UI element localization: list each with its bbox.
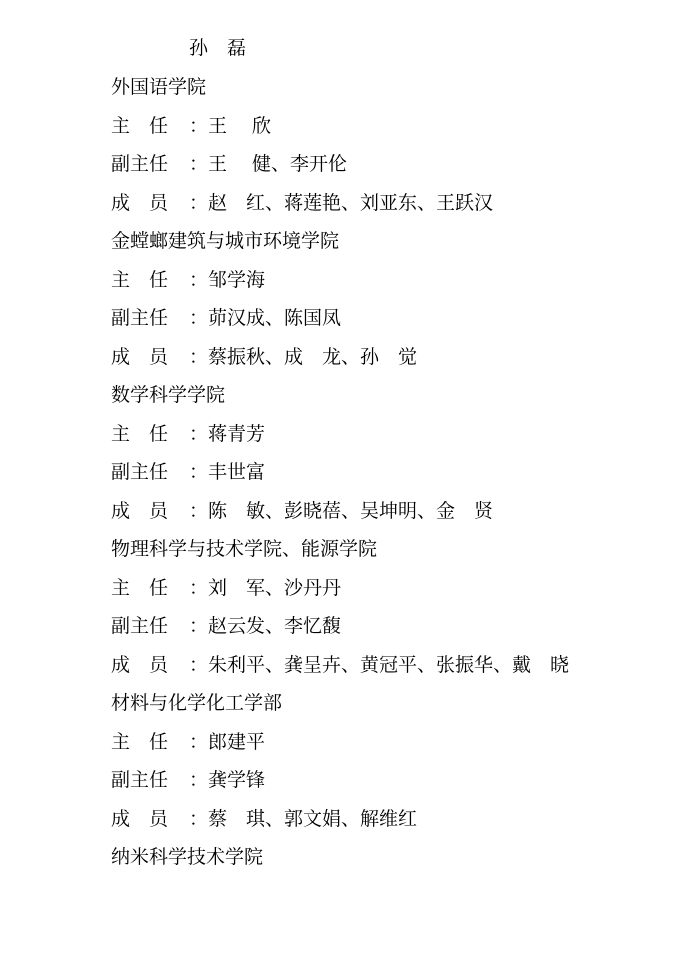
member-names: 王 欣 [208,115,272,137]
role-label: 成 员 [111,192,169,214]
unit-heading [111,226,339,256]
unit-heading [111,688,282,718]
member-names: 赵云发、李忆馥 [208,615,342,637]
role-separator: ： [189,577,209,599]
role-label: 副主任 [111,615,169,637]
member-entry [111,419,265,449]
member-entry [111,496,493,526]
role-separator: ： [189,654,209,676]
role-separator: ： [189,307,209,329]
unit-heading [111,72,206,102]
role-label: 主 任 [111,269,169,291]
role-label: 副主任 [111,307,169,329]
member-names: 蒋青芳 [208,423,266,445]
member-names: 蔡 琪、郭文娟、解维红 [208,808,418,830]
member-entry [111,650,569,680]
role-label: 副主任 [111,769,169,791]
member-entry [111,111,271,141]
unit-heading [111,534,377,564]
unit-heading [111,842,263,872]
role-separator: ： [189,731,209,753]
role-separator: ： [189,115,209,137]
member-names: 邹学海 [208,269,266,291]
member-names: 陈 敏、彭晓蓓、吴坤明、金 贤 [208,500,494,522]
unit-heading [111,380,225,410]
member-names: 郎建平 [208,731,266,753]
role-label: 成 员 [111,808,169,830]
member-names: 刘 军、沙丹丹 [208,577,342,599]
unit-title: 材料与化学化工学部 [111,692,283,714]
member-entry [111,342,417,372]
unit-title: 物理科学与技术学院、能源学院 [111,538,378,560]
role-separator: ： [189,500,209,522]
role-separator: ： [189,808,209,830]
member-entry [111,573,341,603]
member-names: 龚学锋 [208,769,266,791]
role-separator: ： [189,423,209,445]
member-entry [111,188,493,218]
member-entry [111,265,265,295]
role-separator: ： [189,153,209,175]
role-label: 副主任 [111,461,169,483]
role-label: 成 员 [111,500,169,522]
role-label: 成 员 [111,346,169,368]
member-names: 朱利平、龚呈卉、黄冠平、张振华、戴 晓 [208,654,570,676]
member-entry [111,457,265,487]
member-names: 赵 红、蒋莲艳、刘亚东、王跃汉 [208,192,494,214]
member-entry [111,303,341,333]
member-names: 丰世富 [208,461,266,483]
role-label: 主 任 [111,115,169,137]
role-label: 主 任 [111,423,169,445]
role-separator: ： [189,769,209,791]
member-names: 蔡振秋、成 龙、孙 觉 [208,346,418,368]
continued-name-line [189,33,246,63]
unit-title: 纳米科学技术学院 [111,846,264,868]
role-label: 主 任 [111,731,169,753]
role-separator: ： [189,615,209,637]
role-label: 副主任 [111,153,169,175]
unit-title: 数学科学学院 [111,384,226,406]
member-entry [111,611,341,641]
name-text: 孙 磊 [189,37,247,59]
member-entry [111,804,417,834]
member-names: 王 健、李开伦 [208,153,348,175]
role-separator: ： [189,192,209,214]
unit-title: 金螳螂建筑与城市环境学院 [111,230,340,252]
member-names: 茆汉成、陈国凤 [208,307,342,329]
member-entry [111,727,265,757]
role-label: 主 任 [111,577,169,599]
unit-title: 外国语学院 [111,76,207,98]
role-label: 成 员 [111,654,169,676]
role-separator: ： [189,461,209,483]
member-entry [111,149,347,179]
role-separator: ： [189,346,209,368]
role-separator: ： [189,269,209,291]
member-entry [111,765,265,795]
